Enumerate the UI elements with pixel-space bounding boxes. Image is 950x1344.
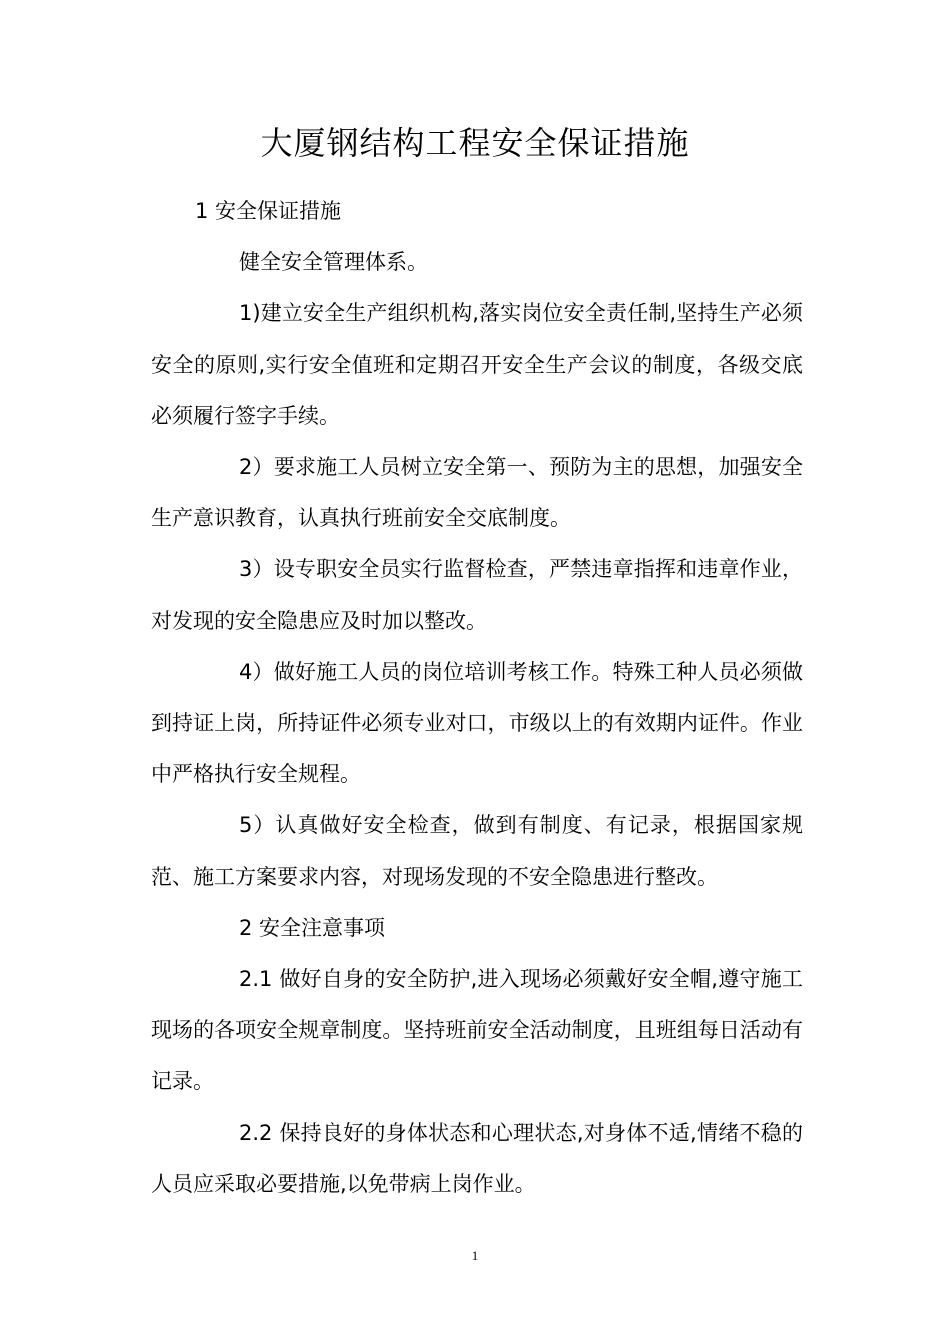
paragraph: 3）设专职安全员实行监督检查，严禁违章指挥和违章作业，对发现的安全隐患应及时加以整改。 xyxy=(151,557,803,633)
paragraph: 健全安全管理体系。 xyxy=(239,250,428,275)
paragraph: 4）做好施工人员的岗位培训考核工作。特殊工种人员必须做到持证上岗，所持证件必须专业对口，市级以上的有效期内证件。作业中严格执行安全规程。 xyxy=(151,659,803,787)
paragraph: 2.2 保持良好的身体状态和心理状态,对身体不适,情绪不稳的人员应采取必要措施,以免带病上岗作业。 xyxy=(151,1120,803,1196)
paragraph: 1)建立安全生产组织机构,落实岗位安全责任制,坚持生产必须安全的原则,实行安全值班和定期召开安全生产会议的制度，各级交底必须履行签字手续。 xyxy=(151,301,803,428)
paragraph: 2.1 做好自身的安全防护,进入现场必须戴好安全帽,遵守施工现场的各项安全规章制度。坚持班前安全活动制度，且班组每日活动有记录。 xyxy=(151,967,803,1094)
section-heading-1: 1 安全保证措施 xyxy=(195,199,342,223)
document-title: 大厦钢结构工程安全保证措施 xyxy=(260,124,690,162)
section-heading-2: 2 安全注意事项 xyxy=(239,915,386,940)
paragraph: 2）要求施工人员树立安全第一、预防为主的思想，加强安全生产意识教育，认真执行班前安全交底制度。 xyxy=(151,455,803,531)
paragraph: 5）认真做好安全检查，做到有制度、有记录，根据国家规范、施工方案要求内容，对现场发现的不安全隐患进行整改。 xyxy=(151,813,803,889)
document-body xyxy=(151,186,803,1210)
page-number: 1 xyxy=(471,1248,479,1263)
